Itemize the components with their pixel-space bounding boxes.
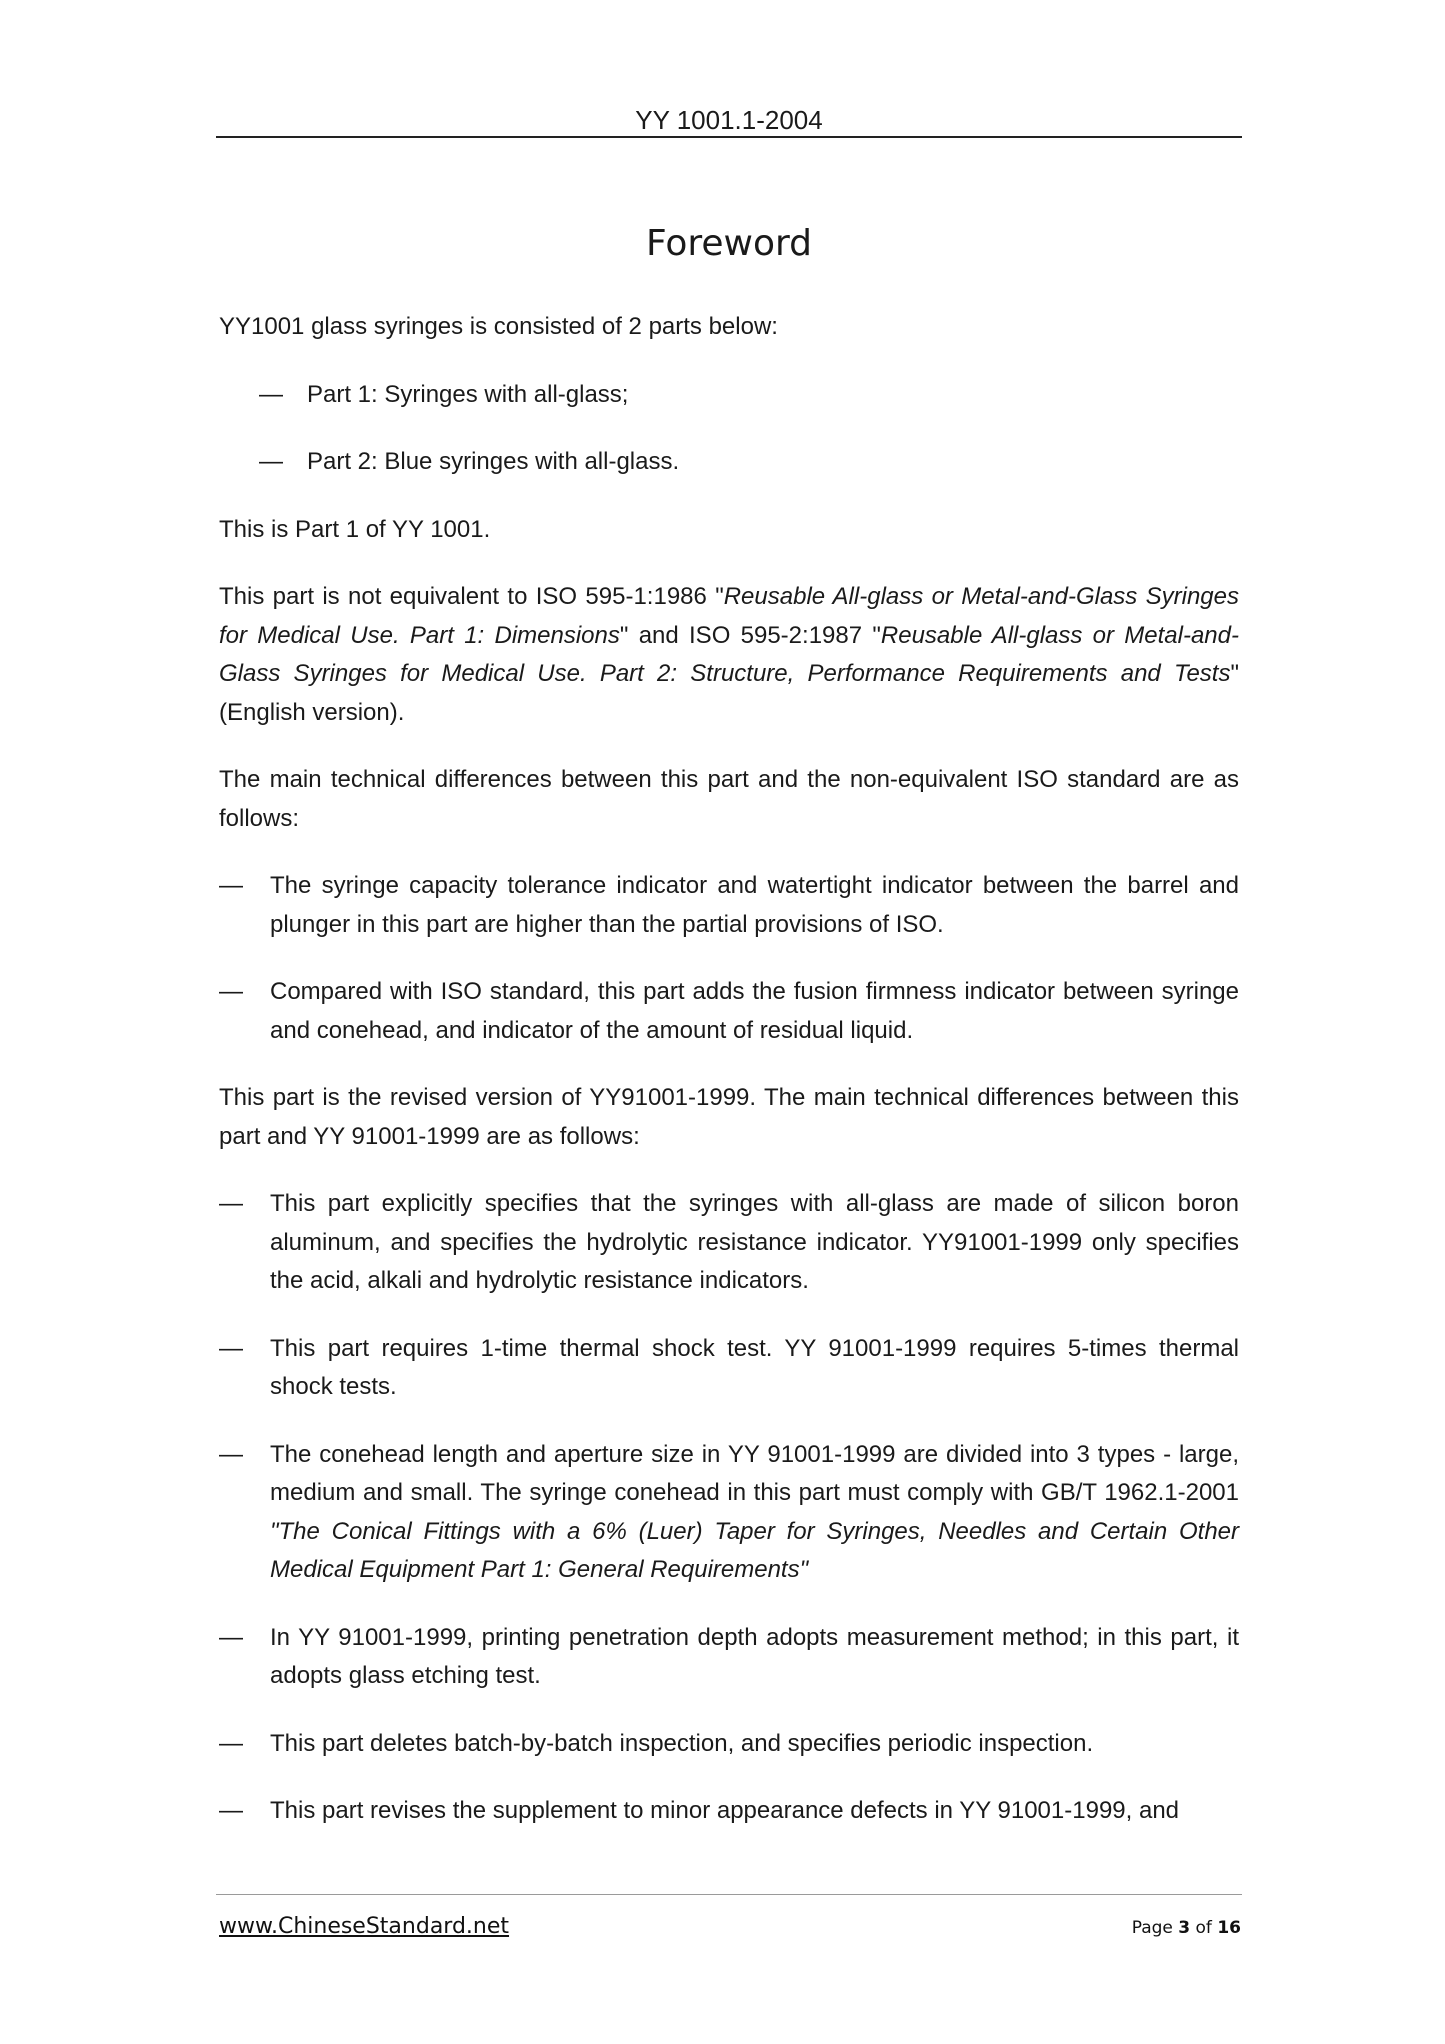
page-title: Foreword [645, 223, 813, 264]
dash-bullet: — [219, 1729, 243, 1757]
dash-bullet: — [219, 1797, 243, 1824]
list-item [219, 443, 1239, 482]
equivalence-lead: This part is not equivalent to ISO 595-1:1986 " [219, 583, 724, 610]
page-label: Page [1131, 1918, 1173, 1938]
gbt-title: "The Conical Fittings with a 6% (Luer) Taper for Syringes, Needles and Certain Other Medical Equipment Part 1: General Requirements" [270, 1517, 1239, 1583]
equivalence-mid: " and ISO 595-2:1987 " [619, 621, 881, 649]
equivalence-paragraph [219, 578, 1239, 732]
list-item-text: In YY 91001-1999, printing penetration depth adopts measurement method; in this part, it adopts glass etching test. [270, 1623, 1239, 1689]
document-body [219, 308, 1239, 1860]
dash-bullet: — [219, 1623, 243, 1651]
dash-bullet: — [219, 1440, 243, 1468]
list-item-text: This part requires 1-time thermal shock test. YY 91001-1999 requires 5-times thermal shock tests. [270, 1334, 1239, 1400]
list-item [219, 1330, 1239, 1407]
dash-bullet: — [219, 1334, 243, 1362]
list-item [219, 1436, 1239, 1590]
footer-site-link[interactable]: www.ChineseStandard.net [219, 1914, 510, 1939]
list-item [219, 376, 1239, 415]
dash-bullet: — [219, 1190, 243, 1217]
list-item-text: The conehead length and aperture size in YY 91001-1999 are divided into 3 types - large, medium and small. The syringe conehead in this part must comply with GB/T 1962.1-2001 [270, 1440, 1239, 1506]
list-item-text: This part explicitly specifies that the syringes with all-glass are made of silicon boron aluminum, and specifies the hydrolytic resistance indicator. YY91001-1999 only specifies the acid, alkali and hydrolytic resistance indicators. [270, 1190, 1239, 1294]
footer-rule [216, 1894, 1242, 1895]
list-item [219, 1185, 1239, 1301]
header-doc-code: YY 1001.1-2004 [635, 105, 823, 135]
header-rule [216, 136, 1242, 138]
parts-list [219, 376, 1239, 482]
page-number [1132, 1918, 1241, 1938]
page-of: of [1195, 1918, 1212, 1938]
list-item [219, 1792, 1239, 1831]
dash-bullet: — [219, 978, 243, 1005]
dash-bullet: — [259, 380, 283, 408]
iso-differences-intro: The main technical differences between this part and the non-equivalent ISO standard are as follows: [219, 766, 1239, 832]
intro-paragraph: YY1001 glass syringes is consisted of 2 parts below: [219, 313, 778, 340]
list-item-text: Part 2: Blue syringes with all-glass. [307, 448, 680, 475]
iso-title-1: Reusable All-glass or Metal-and-Glass Syringes for Medical Use. Part 1: Dimensions [219, 583, 1239, 649]
page-current: 3 [1178, 1918, 1191, 1938]
revision-intro: This part is the revised version of YY91001-1999. The main technical differences between this part and YY 91001-1999 are as follows: [219, 1084, 1239, 1150]
list-item-text: The syringe capacity tolerance indicator and watertight indicator between the barrel and plunger in this part are higher than the partial provisions of ISO. [270, 872, 1239, 938]
iso-title-2: Reusable All-glass or Metal-and-Glass Syringes for Medical Use. Part 2: Structure, Performance Requirements and Tests [219, 621, 1239, 687]
revision-differences-list [219, 1185, 1239, 1831]
dash-bullet: — [259, 448, 283, 475]
list-item [219, 1725, 1239, 1764]
list-item-text: This part deletes batch-by-batch inspection, and specifies periodic inspection. [270, 1729, 1094, 1757]
iso-differences-list [219, 867, 1239, 1050]
part-statement: This is Part 1 of YY 1001. [219, 515, 491, 543]
list-item-text: Compared with ISO standard, this part adds the fusion firmness indicator between syringe and conehead, and indicator of the amount of residual liquid. [270, 978, 1239, 1044]
list-item [219, 867, 1239, 944]
page-total: 16 [1217, 1918, 1241, 1938]
list-item-text: This part revises the supplement to minor appearance defects in YY 91001-1999, and [270, 1797, 1180, 1824]
dash-bullet: — [219, 872, 243, 899]
equivalence-tail: " (English version). [219, 660, 1239, 726]
list-item [219, 973, 1239, 1050]
list-item-text: Part 1: Syringes with all-glass; [307, 380, 629, 408]
list-item [219, 1619, 1239, 1696]
